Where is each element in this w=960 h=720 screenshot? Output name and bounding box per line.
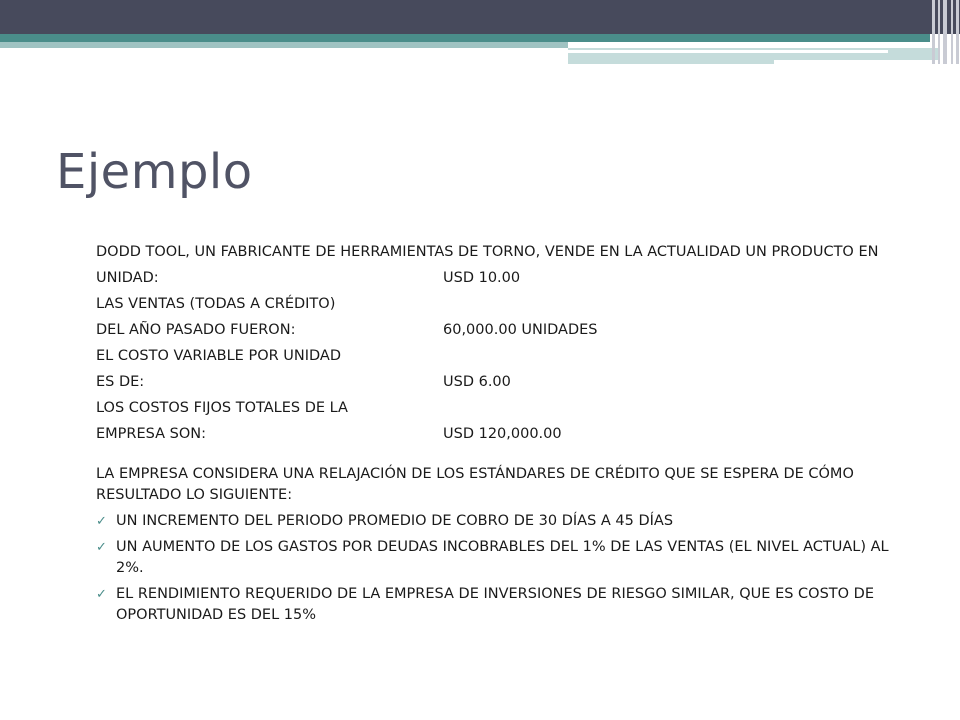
- check-icon: ✓: [96, 540, 107, 555]
- list-item-text: UN INCREMENTO DEL PERIODO PROMEDIO DE COBRO DE 30 DÍAS A 45 DÍAS: [116, 513, 674, 529]
- data-row: [96, 294, 900, 315]
- slide-title: Ejemplo: [56, 144, 253, 200]
- row-label: EMPRESA SON:: [96, 426, 207, 442]
- header-band-teal: [0, 34, 930, 42]
- data-row: [96, 346, 900, 367]
- header-band-light: [0, 42, 568, 48]
- list-item: [96, 584, 900, 626]
- row-value: USD 120,000.00: [443, 426, 562, 442]
- row-label: EL COSTO VARIABLE POR UNIDAD: [96, 348, 342, 364]
- header-band-dark: [0, 0, 960, 34]
- check-icon: ✓: [96, 514, 107, 529]
- check-icon: ✓: [96, 587, 107, 602]
- row-label: ES DE:: [96, 374, 145, 390]
- data-row: [96, 372, 900, 393]
- row-label: LOS COSTOS FIJOS TOTALES DE LA: [96, 400, 348, 416]
- header-stripes: [930, 0, 960, 64]
- list-item: [96, 537, 900, 579]
- row-label: DEL AÑO PASADO FUERON:: [96, 322, 296, 338]
- list-item-text: EL RENDIMIENTO REQUERIDO DE LA EMPRESA DE INVERSIONES DE RIESGO SIMILAR, QUE ES COSTO DE OPORTUNIDAD ES DEL 15%: [116, 586, 874, 623]
- row-label: LAS VENTAS (TODAS A CRÉDITO): [96, 296, 336, 312]
- list-item-text: UN AUMENTO DE LOS GASTOS POR DEUDAS INCOBRABLES DEL 1% DE LAS VENTAS (EL NIVEL ACTUAL) AL 2%.: [116, 539, 889, 576]
- row-value: 60,000.00 UNIDADES: [443, 322, 598, 338]
- data-row: [96, 268, 900, 289]
- data-row: [96, 320, 900, 341]
- intro-text: DODD TOOL, UN FABRICANTE DE HERRAMIENTAS DE TORNO, VENDE EN LA ACTUALIDAD UN PRODUCTO EN: [96, 244, 879, 260]
- row-value: USD 10.00: [443, 270, 521, 286]
- paragraph-text: LA EMPRESA CONSIDERA UNA RELAJACIÓN DE LOS ESTÁNDARES DE CRÉDITO QUE SE ESPERA DE CÓMO RESULTADO LO SIGUIENTE:: [96, 466, 854, 503]
- header-divider: [568, 50, 888, 53]
- slide-body: [96, 242, 900, 631]
- row-label: UNIDAD:: [96, 270, 159, 286]
- data-row: [96, 398, 900, 419]
- data-row: [96, 424, 900, 445]
- header-divider: [774, 60, 940, 64]
- row-value: USD 6.00: [443, 374, 511, 390]
- list-item: [96, 511, 900, 532]
